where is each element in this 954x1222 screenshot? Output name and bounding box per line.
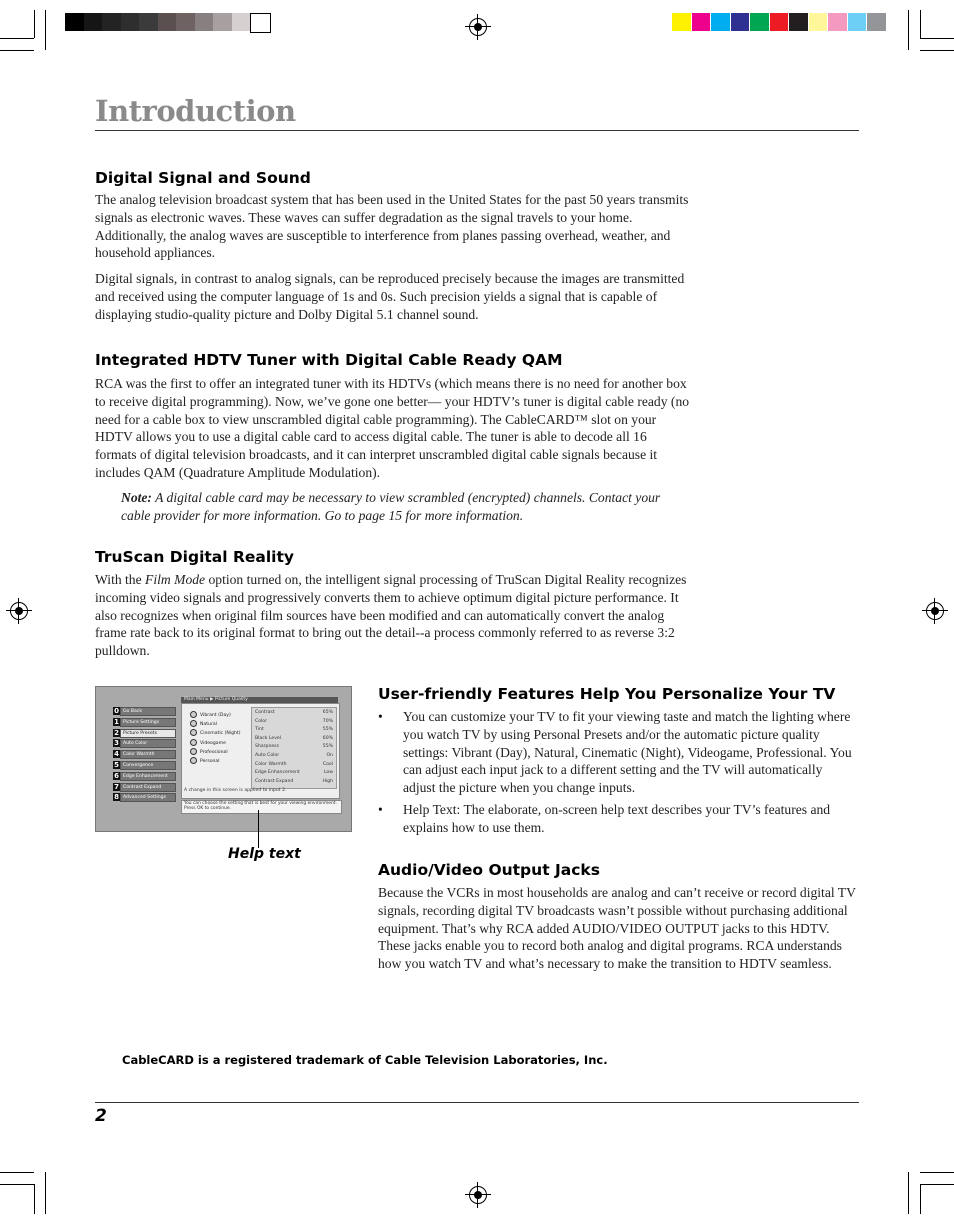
hdtv-note bbox=[121, 489, 690, 525]
crop-mark bbox=[908, 10, 909, 50]
preset-option bbox=[190, 757, 220, 764]
page-title: Introduction bbox=[95, 94, 296, 128]
picture-quality-panel bbox=[181, 703, 340, 799]
color-swatch bbox=[809, 13, 828, 31]
color-swatch bbox=[867, 13, 886, 31]
feature-bullet-2: Help Text: The elaborate, on-screen help text describes your TV’s features and explains how to use them. bbox=[403, 802, 831, 835]
registration-mark-icon bbox=[10, 602, 28, 620]
screen-menu-item bbox=[113, 718, 171, 726]
menu-item-label: Picture Presets bbox=[120, 729, 176, 738]
feature-bullet-1: You can customize your TV to fit your viewing taste and match the lighting where you watch TV by using Personal Presets and/or the automatic picture quality settings: Vibrant (Day), Natural, Cinematic (Night), Videogame, Professional. You can adjust each input jack to a different setting and the TV will automatically adjust the picture when you change inputs. bbox=[403, 709, 852, 796]
crop-mark bbox=[34, 10, 35, 38]
gray-swatch bbox=[250, 13, 271, 33]
gray-swatch bbox=[121, 13, 140, 31]
menu-item-number: 5 bbox=[114, 761, 119, 769]
crop-mark bbox=[0, 38, 34, 39]
help-text-callout-label: Help text bbox=[228, 846, 301, 862]
screen-menu-item bbox=[113, 793, 171, 801]
setting-value: Low bbox=[323, 770, 333, 776]
truscan-text-a: With the bbox=[95, 572, 146, 587]
preset-label: Natural bbox=[200, 722, 217, 728]
color-swatch bbox=[711, 13, 730, 31]
av-output-paragraph: Because the VCRs in most households are analog and can’t receive or record digital TV signals, recording digital TV broadcasts wasn’t possible without purchasing additional equipment. That’s why RCA added AUDIO/VIDEO OUTPUT jacks to this HDTV. These jacks enable you to record both analog and digital programs. RCA understands how you watch TV and what’s necessary to make the transition to HDTV seamless. bbox=[378, 885, 856, 972]
menu-item-label: Go Back bbox=[120, 707, 176, 716]
screen-menu-item bbox=[113, 783, 171, 791]
setting-row bbox=[255, 727, 333, 732]
tv-menu-screenshot bbox=[95, 686, 352, 832]
setting-value: 55% bbox=[322, 727, 333, 733]
registration-mark-icon bbox=[926, 602, 944, 620]
setting-value: 65% bbox=[322, 710, 333, 715]
radio-icon bbox=[190, 757, 197, 764]
setting-name: Contrast bbox=[255, 710, 275, 715]
screen-menu-item bbox=[113, 707, 171, 715]
preset-label: Personal bbox=[200, 759, 220, 764]
setting-name: Black Level bbox=[255, 735, 282, 741]
setting-row bbox=[255, 770, 333, 775]
hdtv-tuner-paragraph: RCA was the first to offer an integrated tuner with its HDTVs (which means there is no need for another box to receive digital programming). Now, we’ve gone one better— your HDTV’s tuner is digital cable ready (no need for a cable box to view unscrambled digital cable programming). The CableCARD™ slot on your HDTV allows you to use a digital cable card to access digital cable. The tuner is able to decode all 16 formats of digital television broadcasts, and it can interpret unscrambled digital cable signals because it includes QAM (Quadrature Amplitude Modulation). bbox=[95, 376, 690, 480]
menu-item-number: 7 bbox=[114, 782, 119, 791]
crop-mark bbox=[0, 1172, 34, 1173]
menu-item-number: 3 bbox=[114, 739, 119, 748]
digital-signal-paragraph-1: The analog television broadcast system that has been used in the United States for the past 50 years transmits signals as electronic waves. These waves can suffer degradation as the signal travels to your home. Additionally, the analog waves are susceptible to interference from planes passing overhead, weather, and household appliances. bbox=[95, 192, 689, 261]
setting-value: Cool bbox=[322, 761, 333, 767]
color-swatch bbox=[848, 13, 867, 31]
heading-user-friendly: User-friendly Features Help You Personalize Your TV bbox=[378, 685, 836, 703]
setting-value: 55% bbox=[322, 744, 333, 750]
help-text-box: You can choose the setting that is best for your viewing environment. Press OK to continue. bbox=[181, 800, 342, 814]
preset-label: Videogame bbox=[200, 740, 226, 746]
screen-menu-item bbox=[113, 739, 171, 747]
color-swatch bbox=[828, 13, 847, 31]
gray-swatch bbox=[232, 13, 251, 31]
truscan-paragraph bbox=[95, 571, 690, 660]
menu-item-label: Color Warmth bbox=[120, 750, 176, 759]
gray-swatch bbox=[213, 13, 232, 31]
gray-swatch bbox=[176, 13, 195, 31]
setting-value: High bbox=[322, 778, 333, 784]
gray-swatch bbox=[84, 13, 103, 31]
crop-mark bbox=[45, 1172, 46, 1214]
screen-menu-item bbox=[113, 772, 171, 780]
color-swatch bbox=[692, 13, 711, 31]
menu-item-number: 2 bbox=[114, 728, 119, 737]
preset-option bbox=[190, 720, 217, 727]
footer-rule bbox=[95, 1102, 859, 1103]
menu-item-label: Contrast Expand bbox=[120, 783, 176, 792]
setting-name: Auto Color bbox=[255, 753, 280, 758]
menu-item-label: Auto Color bbox=[120, 739, 176, 748]
truscan-text-b: option turned on, the intelligent signal processing of TruScan Digital Reality recognizes incoming video signals and progressively converts them to achieve optimum digital picture performance. It also recognizes when original film sources have been modified and can automatically convert the analog frame rate back to its original format to bring out the detail--a process commonly referred to as reverse 3:2 pulldown. bbox=[95, 572, 687, 659]
gray-swatch bbox=[65, 13, 84, 31]
title-rule bbox=[95, 130, 859, 131]
setting-name: Contrast Expand bbox=[255, 778, 294, 784]
page-number: 2 bbox=[95, 1106, 107, 1126]
menu-item-number: 4 bbox=[114, 750, 119, 759]
preset-option bbox=[190, 748, 228, 755]
menu-item-number: 6 bbox=[114, 771, 119, 780]
screen-breadcrumb: Main Menu ▶ Picture Quality bbox=[181, 697, 338, 703]
crop-mark bbox=[908, 1172, 909, 1214]
menu-item-number: 1 bbox=[114, 717, 119, 726]
crop-mark bbox=[0, 50, 34, 51]
bullet-marker: • bbox=[378, 802, 383, 817]
menu-item-number: 8 bbox=[114, 793, 119, 802]
setting-row bbox=[255, 719, 333, 724]
crop-mark bbox=[0, 1184, 34, 1185]
preset-option bbox=[190, 739, 226, 746]
screen-menu-item bbox=[113, 750, 171, 758]
digital-signal-paragraph-2: Digital signals, in contrast to analog signals, can be reproduced precisely because the images are transmitted and received using the computer language of 1s and 0s. Such precision yields a signal that is capable of displaying studio-quality picture and Dolby Digital 5.1 channel sound. bbox=[95, 271, 685, 322]
setting-name: Sharpness bbox=[255, 744, 279, 750]
crop-mark bbox=[920, 1184, 954, 1185]
setting-row bbox=[255, 753, 333, 758]
setting-value: 70% bbox=[322, 718, 333, 724]
setting-row bbox=[255, 736, 333, 741]
registration-mark-icon bbox=[469, 1186, 487, 1204]
preset-label: Professional bbox=[200, 749, 228, 755]
menu-item-label: Picture Settings bbox=[120, 718, 176, 727]
radio-icon bbox=[190, 720, 197, 727]
preset-label: Vibrant (Day) bbox=[200, 713, 231, 718]
gray-swatch bbox=[139, 13, 158, 31]
color-swatch bbox=[750, 13, 769, 31]
crop-mark bbox=[920, 38, 954, 39]
radio-icon bbox=[190, 711, 197, 718]
trademark-footnote: CableCARD is a registered trademark of Cable Television Laboratories, Inc. bbox=[122, 1053, 608, 1067]
heading-truscan: TruScan Digital Reality bbox=[95, 548, 295, 566]
setting-name: Edge Enhancement bbox=[255, 770, 300, 776]
note-text: A digital cable card may be necessary to view scrambled (encrypted) channels. Contact your cable provider for more information. Go to page 15 for more information. bbox=[121, 490, 661, 523]
setting-row bbox=[255, 762, 333, 767]
screen-menu-item bbox=[113, 761, 171, 769]
crop-mark bbox=[920, 50, 954, 51]
setting-name: Color Warmth bbox=[255, 761, 287, 767]
menu-item-label: Advanced Settings bbox=[120, 793, 176, 802]
setting-row bbox=[255, 779, 333, 784]
settings-box bbox=[251, 707, 337, 789]
setting-row bbox=[255, 710, 333, 715]
crop-mark bbox=[45, 10, 46, 50]
crop-mark bbox=[920, 10, 921, 38]
radio-icon bbox=[190, 748, 197, 755]
color-swatch bbox=[770, 13, 789, 31]
color-swatch bbox=[731, 13, 750, 31]
heading-digital-signal: Digital Signal and Sound bbox=[95, 169, 311, 187]
heading-av-output: Audio/Video Output Jacks bbox=[378, 861, 600, 879]
color-swatch bbox=[672, 13, 691, 31]
bullet-marker: • bbox=[378, 709, 383, 724]
menu-item-number: 0 bbox=[114, 707, 119, 715]
crop-mark bbox=[920, 1184, 921, 1214]
screen-menu-item bbox=[113, 729, 171, 737]
preset-option bbox=[190, 729, 241, 736]
menu-item-label: Convergence bbox=[120, 761, 176, 770]
setting-value: 60% bbox=[322, 735, 333, 741]
panel-note: A change in this screen is applied to input 2. bbox=[184, 788, 287, 793]
heading-hdtv-tuner: Integrated HDTV Tuner with Digital Cable Ready QAM bbox=[95, 351, 563, 369]
radio-icon bbox=[190, 739, 197, 746]
setting-value: On bbox=[326, 753, 333, 758]
gray-swatch bbox=[158, 13, 177, 31]
registration-mark-icon bbox=[469, 18, 487, 36]
gray-swatch bbox=[195, 13, 214, 31]
crop-mark bbox=[34, 1184, 35, 1214]
preset-label: Cinematic (Night) bbox=[200, 731, 241, 737]
note-label: Note: bbox=[121, 490, 152, 505]
radio-icon bbox=[190, 729, 197, 736]
preset-option bbox=[190, 711, 231, 718]
film-mode-term: Film Mode bbox=[145, 572, 206, 587]
setting-name: Color bbox=[255, 718, 267, 724]
gray-swatch bbox=[102, 13, 121, 31]
color-swatch bbox=[789, 13, 808, 31]
crop-mark bbox=[920, 1172, 954, 1173]
help-text-callout-line bbox=[258, 810, 259, 848]
setting-name: Tint bbox=[255, 727, 264, 733]
setting-row bbox=[255, 744, 333, 749]
menu-item-label: Edge Enhancement bbox=[120, 772, 176, 781]
